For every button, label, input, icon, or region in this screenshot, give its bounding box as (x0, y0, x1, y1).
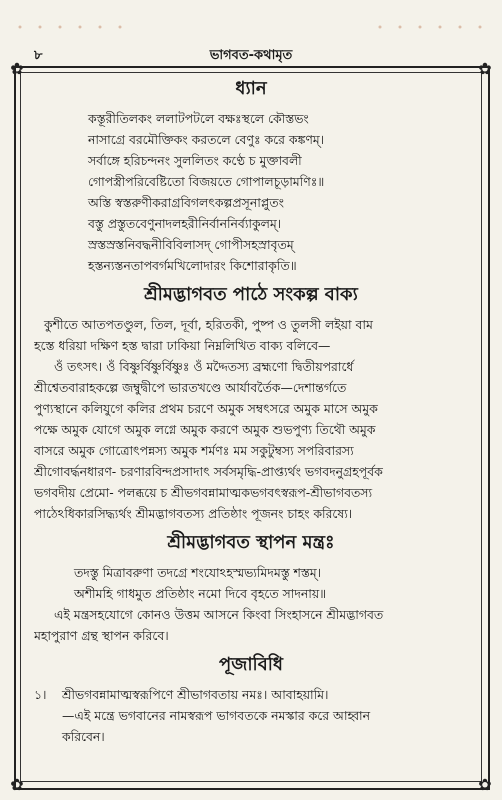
ornamental-border-top (0, 20, 502, 34)
heading-dhyan: ধ্যান (235, 78, 267, 99)
heading-sankalpa: শ্রীমদ্ভাগবত পাঠে সংকল্প বাক্য (144, 284, 358, 305)
verse-line: হস্তন্যস্তনতাপবর্গমখিলোদারং কিশোরাকৃতি॥ (88, 258, 297, 273)
prose-line: এই মন্ত্রসহযোগে কোনও উত্তম আসনে কিংবা সিংহাসনে শ্রীমদ্ভাগবত (54, 607, 384, 622)
prose-line: ওঁ তৎসৎ। ওঁ বিষ্ণুর্বিষ্ণুর্বিষ্ণুঃ ওঁ মদ্দৈতস্য ব্রহ্মণো দ্বিতীয়পরার্ধে (54, 359, 354, 374)
verse-line: নাসাগ্রে বরমৌক্তিকং করতলে বেণুঃ করে কঙ্কণম্। (88, 132, 325, 147)
prose-line: হস্তে ধরিয়া দক্ষিণ হস্ত দ্বারা ঢাকিয়া নিম্নলিখিত বাক্য বলিবে— (34, 338, 331, 353)
prose-line: কুশীতে আতপতণ্ডুল, তিল, দূর্বা, হরিতকী, পুষ্প ও তুলসী লইয়া বাম (44, 317, 373, 332)
heading-sthapan: শ্রীমদ্ভাগবত স্থাপন মন্ত্রঃ (167, 532, 335, 553)
verse-line: স্রস্তস্রস্তনিবদ্ধনীবিবিলাসদ্ গোপীসহস্রাবৃতম্ (88, 237, 294, 252)
prose-line: মহাপুরাণ গ্রন্থ স্থাপন করিবে। (34, 628, 169, 643)
prose-line: —এই মন্ত্রে ভগবানের নামস্বরূপ ভাগবতকে নমস্কার করে আহ্বান (62, 708, 371, 723)
verse-line: গোপস্ত্রীপরিবেষ্টিতো বিজয়তে গোপালচূড়ামণিঃ॥ (88, 174, 325, 189)
corner-ornament-icon: ✿ (478, 775, 492, 794)
puja-item (34, 684, 468, 705)
prose-line: বাসরে অমুক গোত্রোৎপন্নস্য অমুক শর্মণঃ মম সকুটুম্বস্য সপরিবারস্য (34, 443, 354, 458)
prose-line: করিবেন। (62, 729, 105, 744)
page-number: ৮ (34, 48, 43, 63)
prose-line: পাঠেঽধিকারসিদ্ধ্যর্থং শ্রীমদ্ভাগবতস্য প্রতিষ্ঠাং পূজনং চাহং করিষ্যে। (34, 506, 353, 521)
sthapan-text (34, 604, 468, 646)
item-number: ১। (34, 687, 47, 702)
corner-ornament-icon: ✿ (10, 59, 24, 78)
puja-mantra: শ্রীভগবন্নামাত্মস্বরূপিণে শ্রীভাগবতায় নমঃ। আবাহয়ামি। (62, 687, 329, 702)
puja-text (34, 684, 468, 747)
verse-line: কস্তূরীতিলকং ললাটপটলে বক্ষঃস্থলে কৌস্তভং (88, 111, 309, 126)
heading-puja: পূজাবিধি (219, 654, 283, 675)
page-content (34, 70, 468, 747)
corner-ornament-icon: ✿ (478, 59, 492, 78)
prose-line: পুণ্যস্থানে কলিযুগে কলির প্রথম চরণে অমুক সম্বৎসরে অমুক মাসে অমুক (34, 401, 378, 416)
prose-line: পক্ষে অমুক যোগে অমুক লগ্নে অমুক করণে অমুক শুভপুণ্য তিথৌ অমুক (34, 422, 376, 437)
corner-ornament-icon: ✿ (10, 775, 24, 794)
sthapan-verse (34, 562, 468, 604)
verse-line: অশীমহি গাধমুত প্রতিষ্ঠাং নমো দিবে বৃহতে সাদনায়॥ (74, 586, 327, 601)
running-title: ভাগবত-কথামৃত (209, 48, 293, 63)
prose-line: ভগবদীয় প্রেমো- পলব্ধয়ে চ শ্রীভগবন্নামাত্মকভগবৎস্বরূপ-শ্রীভাগবতস্য (34, 485, 373, 500)
prose-line: শ্রীশ্বেতবারাহকল্পে জম্বুদ্বীপে ভারতখণ্ডে আর্যাবর্তৈক—দেশান্তর্গতে (34, 380, 347, 395)
sankalpa-text (34, 314, 468, 524)
verse-line: তদস্তু মিত্রাবরুণা তদগ্রে শংযোঽহস্মভ্যমিদমস্তু শস্তম্। (74, 565, 322, 580)
verse-line: সর্বাঙ্গে হরিচন্দনং সুললিতং কণ্ঠে চ মুক্তাবলী (88, 153, 302, 168)
verse-line: অস্তি স্বস্তরুণীকরাগ্রবিগলৎকল্পপ্রসূনাপ্লুতং (88, 195, 284, 210)
dhyan-verse (34, 108, 468, 276)
verse-line: বস্তু প্রস্তুতবেণুনাদলহরীনির্বাননির্ব্যাকুলম্। (88, 216, 282, 231)
prose-line: শ্রীগোবর্দ্ধনধারণ- চরণারবিন্দপ্রসাদাৎ সর্বসমৃদ্ধি-প্রাপ্ত্যর্থং ভগবদনুগ্রহপূর্বক (34, 464, 383, 479)
